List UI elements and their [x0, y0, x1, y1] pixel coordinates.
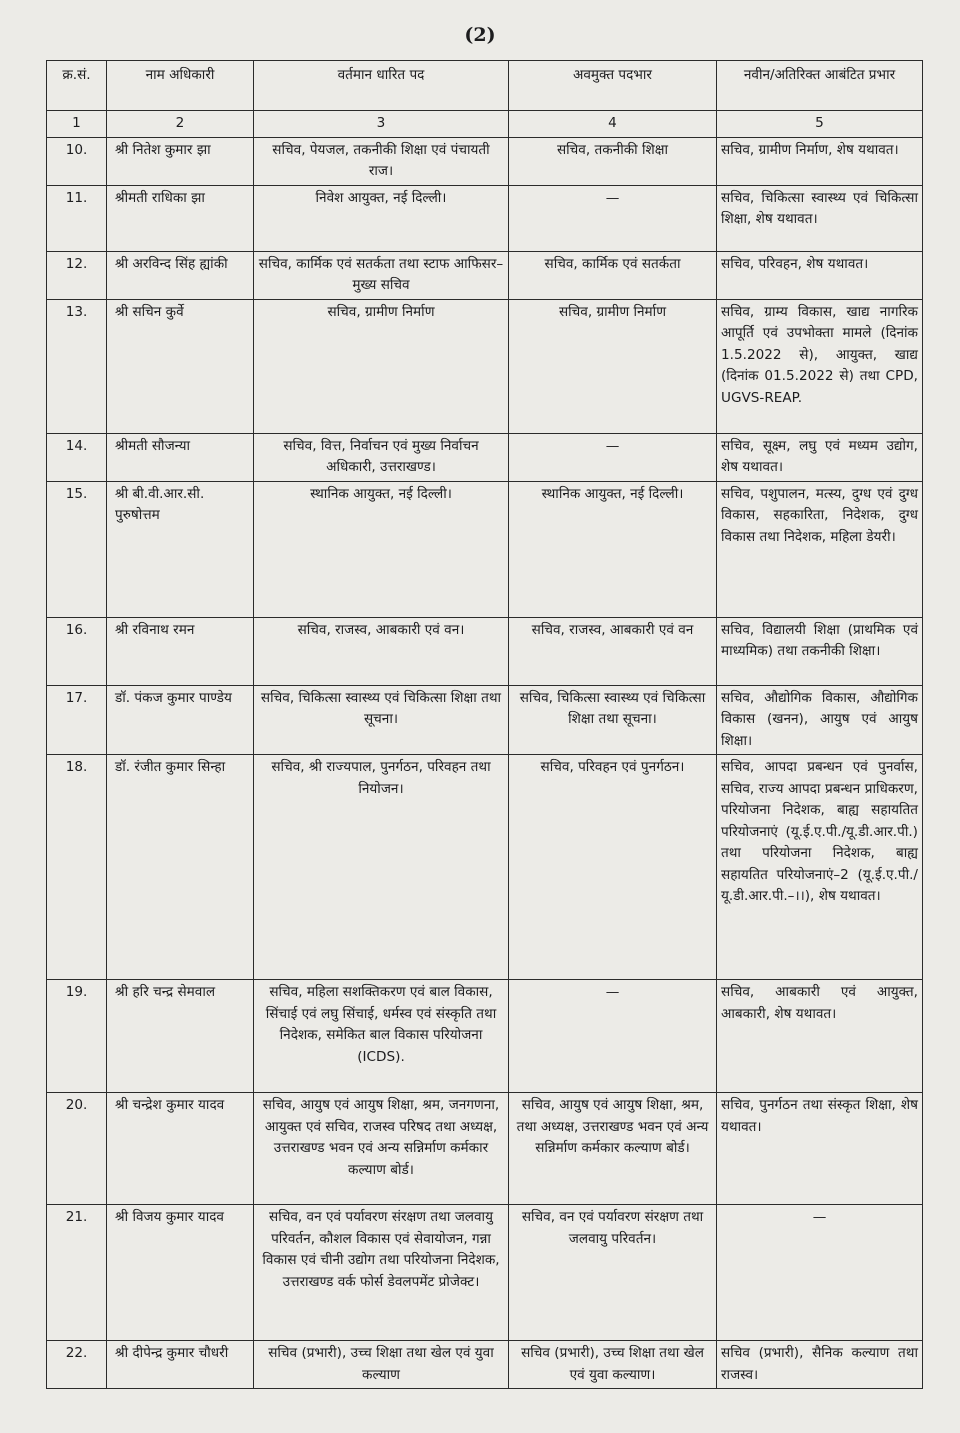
serial-number: 10. — [47, 137, 107, 185]
serial-number: 13. — [47, 299, 107, 433]
relieved-post: सचिव, वन एवं पर्यावरण संरक्षण तथा जलवायु परिवर्तन। — [509, 1205, 717, 1341]
header-name: नाम अधिकारी — [107, 61, 254, 111]
table-row — [47, 481, 923, 617]
current-post: निवेश आयुक्त, नई दिल्ली। — [254, 185, 509, 251]
relieved-post: सचिव, ग्रामीण निर्माण — [509, 299, 717, 433]
relieved-post: सचिव, कार्मिक एवं सतर्कता — [509, 251, 717, 299]
serial-number: 15. — [47, 481, 107, 617]
current-post: सचिव, राजस्व, आबकारी एवं वन। — [254, 617, 509, 685]
officer-name: श्री हरि चन्द्र सेमवाल — [107, 980, 254, 1093]
relieved-post: सचिव (प्रभारी), उच्च शिक्षा तथा खेल एवं युवा कल्याण। — [509, 1341, 717, 1389]
current-post: सचिव, ग्रामीण निर्माण — [254, 299, 509, 433]
relieved-post: सचिव, परिवहन एवं पुनर्गठन। — [509, 755, 717, 980]
table-row — [47, 755, 923, 980]
table-row — [47, 185, 923, 251]
header-new-charge: नवीन/अतिरिक्त आबंटित प्रभार — [717, 61, 923, 111]
officer-name: श्री सचिन कुर्वे — [107, 299, 254, 433]
officer-name: श्री बी.वी.आर.सी. पुरुषोत्तम — [107, 481, 254, 617]
officer-name: श्रीमती सौजन्या — [107, 433, 254, 481]
column-number: 5 — [717, 111, 923, 138]
new-charge: सचिव, चिकित्सा स्वास्थ्य एवं चिकित्सा शिक्षा, शेष यथावत। — [717, 185, 923, 251]
current-post: सचिव, महिला सशक्तिकरण एवं बाल विकास, सिंचाई एवं लघु सिंचाई, धर्मस्व एवं संस्कृति तथा निदेशक, समेकित बाल विकास परियोजना (ICDS). — [254, 980, 509, 1093]
header-sno: क्र.सं. — [47, 61, 107, 111]
serial-number: 11. — [47, 185, 107, 251]
officer-name: श्री अरविन्द सिंह ह्यांकी — [107, 251, 254, 299]
current-post: सचिव (प्रभारी), उच्च शिक्षा तथा खेल एवं युवा कल्याण — [254, 1341, 509, 1389]
header-current-post: वर्तमान धारित पद — [254, 61, 509, 111]
officer-name: श्री दीपेन्द्र कुमार चौधरी — [107, 1341, 254, 1389]
current-post: स्थानिक आयुक्त, नई दिल्ली। — [254, 481, 509, 617]
table-row — [47, 685, 923, 755]
officer-name: श्री चन्द्रेश कुमार यादव — [107, 1093, 254, 1205]
serial-number: 17. — [47, 685, 107, 755]
new-charge: सचिव, सूक्ष्म, लघु एवं मध्यम उद्योग, शेष यथावत। — [717, 433, 923, 481]
current-post: सचिव, श्री राज्यपाल, पुनर्गठन, परिवहन तथा नियोजन। — [254, 755, 509, 980]
table-row — [47, 433, 923, 481]
relieved-post: सचिव, आयुष एवं आयुष शिक्षा, श्रम, तथा अध्यक्ष, उत्तराखण्ड भवन एवं अन्य सन्निर्माण कर्मकार कल्याण बोर्ड। — [509, 1093, 717, 1205]
new-charge: सचिव (प्रभारी), सैनिक कल्याण तथा राजस्व। — [717, 1341, 923, 1389]
current-post: सचिव, वन एवं पर्यावरण संरक्षण तथा जलवायु परिवर्तन, कौशल विकास एवं सेवायोजन, गन्ना विकास एवं चीनी उद्योग तथा परियोजना निदेशक, उत्तराखण्ड वर्क फोर्स डेवलपमेंट प्रोजेक्ट। — [254, 1205, 509, 1341]
table-row — [47, 1341, 923, 1389]
serial-number: 18. — [47, 755, 107, 980]
new-charge: सचिव, आपदा प्रबन्धन एवं पुनर्वास, सचिव, राज्य आपदा प्रबन्धन प्राधिकरण, परियोजना निदेशक, बाह्य सहायतित परियोजनाएं (यू.ई.ए.पी./यू.डी.आर.पी.) तथा परियोजना निदेशक, बाह्य सहायतित परियोजनाएं–2 (यू.ई.ए.पी./यू.डी.आर.पी.–।।), शेष यथावत। — [717, 755, 923, 980]
officer-name: श्री नितेश कुमार झा — [107, 137, 254, 185]
new-charge: सचिव, औद्योगिक विकास, औद्योगिक विकास (खनन), आयुष एवं आयुष शिक्षा। — [717, 685, 923, 755]
table-row — [47, 980, 923, 1093]
table-row — [47, 299, 923, 433]
column-number: 4 — [509, 111, 717, 138]
current-post: सचिव, वित्त, निर्वाचन एवं मुख्य निर्वाचन अधिकारी, उत्तराखण्ड। — [254, 433, 509, 481]
table-row — [47, 1093, 923, 1205]
table-row — [47, 617, 923, 685]
relieved-post: — — [509, 433, 717, 481]
new-charge: — — [717, 1205, 923, 1341]
page-number: (2) — [464, 24, 496, 46]
new-charge: सचिव, विद्यालयी शिक्षा (प्राथमिक एवं माध्यमिक) तथा तकनीकी शिक्षा। — [717, 617, 923, 685]
serial-number: 14. — [47, 433, 107, 481]
serial-number: 20. — [47, 1093, 107, 1205]
new-charge: सचिव, परिवहन, शेष यथावत। — [717, 251, 923, 299]
current-post: सचिव, आयुष एवं आयुष शिक्षा, श्रम, जनगणना, आयुक्त एवं सचिव, राजस्व परिषद तथा अध्यक्ष, उत्तराखण्ड भवन एवं अन्य सन्निर्माण कर्मकार कल्याण बोर्ड। — [254, 1093, 509, 1205]
header-row — [47, 61, 923, 111]
serial-number: 22. — [47, 1341, 107, 1389]
column-number: 1 — [47, 111, 107, 138]
column-number-row — [47, 111, 923, 138]
relieved-post: सचिव, राजस्व, आबकारी एवं वन — [509, 617, 717, 685]
serial-number: 21. — [47, 1205, 107, 1341]
serial-number: 12. — [47, 251, 107, 299]
new-charge: सचिव, पशुपालन, मत्स्य, दुग्ध एवं दुग्ध विकास, सहकारिता, निदेशक, दुग्ध विकास तथा निदेशक, महिला डेयरी। — [717, 481, 923, 617]
new-charge: सचिव, ग्राम्य विकास, खाद्य नागरिक आपूर्ति एवं उपभोक्ता मामले (दिनांक 1.5.2022 से), आयुक्त, खाद्य (दिनांक 01.5.2022 से) तथा CPD, UGVS-REAP. — [717, 299, 923, 433]
relieved-post: सचिव, तकनीकी शिक्षा — [509, 137, 717, 185]
column-number: 2 — [107, 111, 254, 138]
officer-name: श्री रविनाथ रमन — [107, 617, 254, 685]
relieved-post: — — [509, 185, 717, 251]
relieved-post: — — [509, 980, 717, 1093]
officer-name: श्री विजय कुमार यादव — [107, 1205, 254, 1341]
officer-allocation-table — [46, 60, 923, 1389]
new-charge: सचिव, आबकारी एवं आयुक्त, आबकारी, शेष यथावत। — [717, 980, 923, 1093]
officer-name: डॉ. पंकज कुमार पाण्डेय — [107, 685, 254, 755]
relieved-post: सचिव, चिकित्सा स्वास्थ्य एवं चिकित्सा शिक्षा तथा सूचना। — [509, 685, 717, 755]
current-post: सचिव, पेयजल, तकनीकी शिक्षा एवं पंचायती राज। — [254, 137, 509, 185]
new-charge: सचिव, पुनर्गठन तथा संस्कृत शिक्षा, शेष यथावत। — [717, 1093, 923, 1205]
table-row — [47, 1205, 923, 1341]
officer-name: श्रीमती राधिका झा — [107, 185, 254, 251]
new-charge: सचिव, ग्रामीण निर्माण, शेष यथावत। — [717, 137, 923, 185]
relieved-post: स्थानिक आयुक्त, नई दिल्ली। — [509, 481, 717, 617]
table-row — [47, 137, 923, 185]
serial-number: 16. — [47, 617, 107, 685]
table-row — [47, 251, 923, 299]
serial-number: 19. — [47, 980, 107, 1093]
officer-name: डॉ. रंजीत कुमार सिन्हा — [107, 755, 254, 980]
current-post: सचिव, कार्मिक एवं सतर्कता तथा स्टाफ आफिसर–मुख्य सचिव — [254, 251, 509, 299]
current-post: सचिव, चिकित्सा स्वास्थ्य एवं चिकित्सा शिक्षा तथा सूचना। — [254, 685, 509, 755]
column-number: 3 — [254, 111, 509, 138]
header-relieved-post: अवमुक्त पदभार — [509, 61, 717, 111]
